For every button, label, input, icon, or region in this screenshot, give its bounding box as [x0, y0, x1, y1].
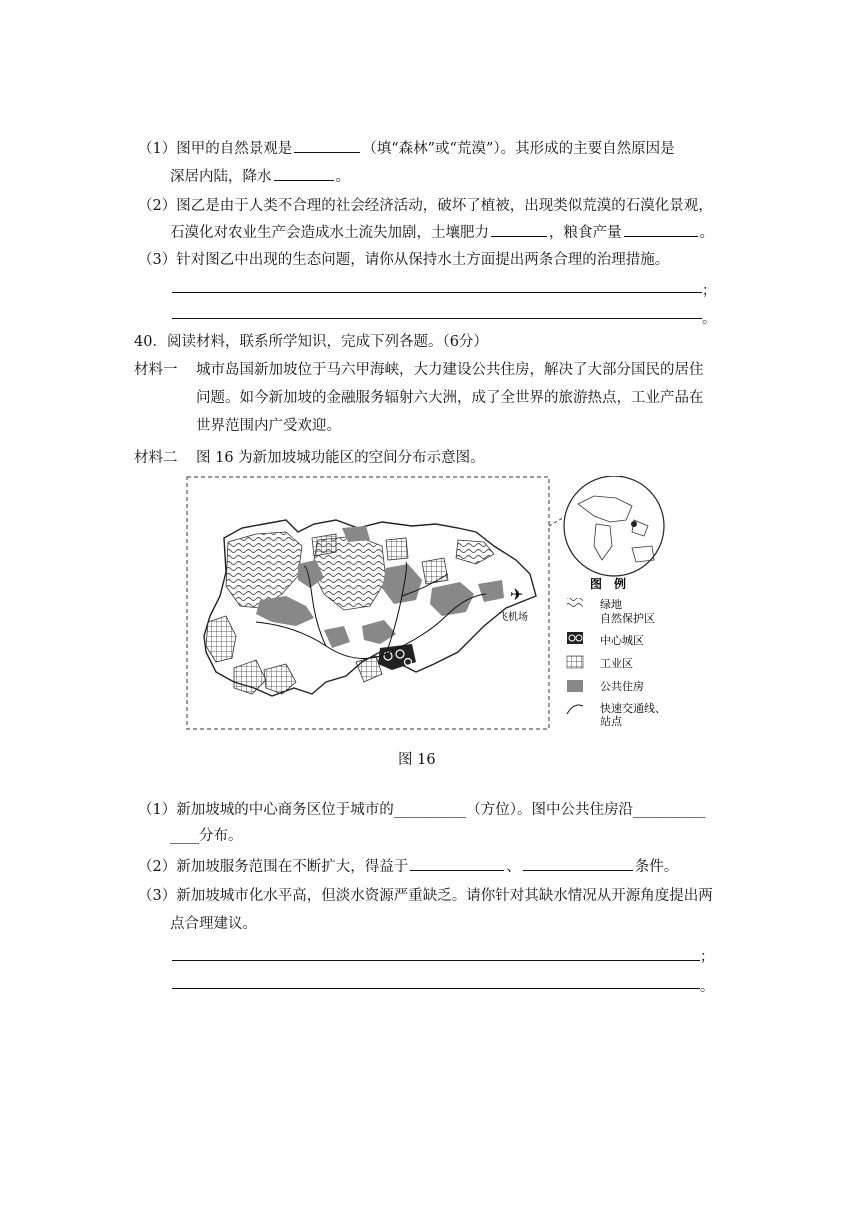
figure-caption: 图 16 — [398, 752, 436, 768]
globe-inset — [564, 476, 664, 576]
legend-label: 自然保护区 — [600, 612, 655, 625]
answer-blank[interactable] — [294, 138, 360, 153]
q40-item3-line1: （3）新加坡城市化水平高，但淡水资源严重缺乏。请你针对其缺水情况从开源角度提出两 — [138, 888, 713, 904]
singapore-map-figure — [186, 476, 686, 734]
q39-item1-line1: （1）图甲的自然景观是 （填“森林”或“荒漠”）。其形成的主要自然原因是 — [138, 138, 675, 159]
industrial-zone — [386, 538, 408, 560]
q40-item1-line2: ____分布。 — [170, 828, 243, 844]
period-mark: 。 — [700, 979, 714, 995]
material1-label: 材料一 — [134, 362, 178, 378]
answer-blank[interactable] — [274, 166, 334, 181]
answer-blank[interactable] — [523, 856, 633, 871]
legend-label: 绿地 — [600, 598, 622, 611]
material1-line1: 城市岛国新加坡位于马六甲海峡，大力建设公共住房，解决了大部分国民的居住 — [196, 362, 704, 378]
industrial-zone — [422, 558, 448, 584]
q40-header: 40．阅读材料，联系所学知识，完成下列各题。（6分） — [134, 334, 488, 350]
legend-label: 快速交通线、 — [600, 702, 666, 715]
legend — [567, 576, 666, 728]
q40-item1-line1: （1）新加坡城的中心商务区位于城市的__________（方位）。图中公共住房沿__________ — [138, 802, 706, 818]
material2-label: 材料二 — [134, 450, 178, 466]
grid-pattern-icon — [567, 656, 583, 668]
semicolon-mark: ； — [702, 283, 716, 299]
answer-blank[interactable]: ____ — [170, 828, 199, 844]
curve-line-icon — [567, 705, 583, 714]
answer-blank[interactable] — [410, 856, 504, 871]
q39-item2-line2: 石漠化对农业生产会造成水土流失加剧，土壤肥力 ，粮食产量 。 — [170, 222, 714, 243]
material2-text: 图 16 为新加坡城功能区的空间分布示意图。 — [196, 450, 485, 466]
answer-blank[interactable] — [624, 222, 698, 237]
q40-item3-line2: 点合理建议。 — [170, 916, 257, 932]
q40-item2: （2）新加坡服务范围在不断扩大，得益于 、 条件。 — [138, 856, 678, 877]
airport-label: 飞机场 — [498, 612, 528, 623]
wavy-pattern-icon — [567, 598, 583, 608]
airplane-icon: ✈ — [510, 585, 524, 604]
answer-blank[interactable]: __________ — [393, 802, 467, 818]
answer-blank[interactable]: __________ — [632, 802, 706, 818]
answer-line[interactable] — [172, 292, 702, 293]
answer-line[interactable] — [172, 960, 700, 961]
singapore-location-marker — [631, 521, 637, 527]
solid-gray-icon — [567, 680, 583, 692]
q39-item3: （3）针对图乙中出现的生态问题，请你从保持水土方面提出两条合理的治理措施。 — [138, 252, 670, 268]
answer-blank[interactable] — [491, 222, 547, 237]
answer-line[interactable] — [172, 318, 702, 319]
period-mark: 。 — [702, 311, 716, 327]
legend-label: 工业区 — [600, 657, 633, 670]
semicolon-mark: ； — [700, 949, 714, 965]
legend-title: 图 例 — [590, 577, 627, 591]
answer-line[interactable] — [172, 988, 700, 989]
industrial-zone — [312, 534, 336, 556]
q39-item2-line1: （2）图乙是由于人类不合理的社会经济活动，破坏了植被，出现类似荒漠的石漠化景观， — [138, 198, 713, 214]
q39-item1-line2: 深居内陆，降水 。 — [170, 166, 350, 187]
material1-line2: 问题。如今新加坡的金融服务辐射六大洲，成了全世界的旅游热点，工业产品在 — [196, 390, 704, 406]
legend-label: 公共住房 — [600, 680, 644, 693]
legend-label: 中心城区 — [600, 634, 644, 647]
material1-line3: 世界范围内广受欢迎。 — [196, 418, 341, 434]
legend-label: 站点 — [600, 715, 622, 728]
